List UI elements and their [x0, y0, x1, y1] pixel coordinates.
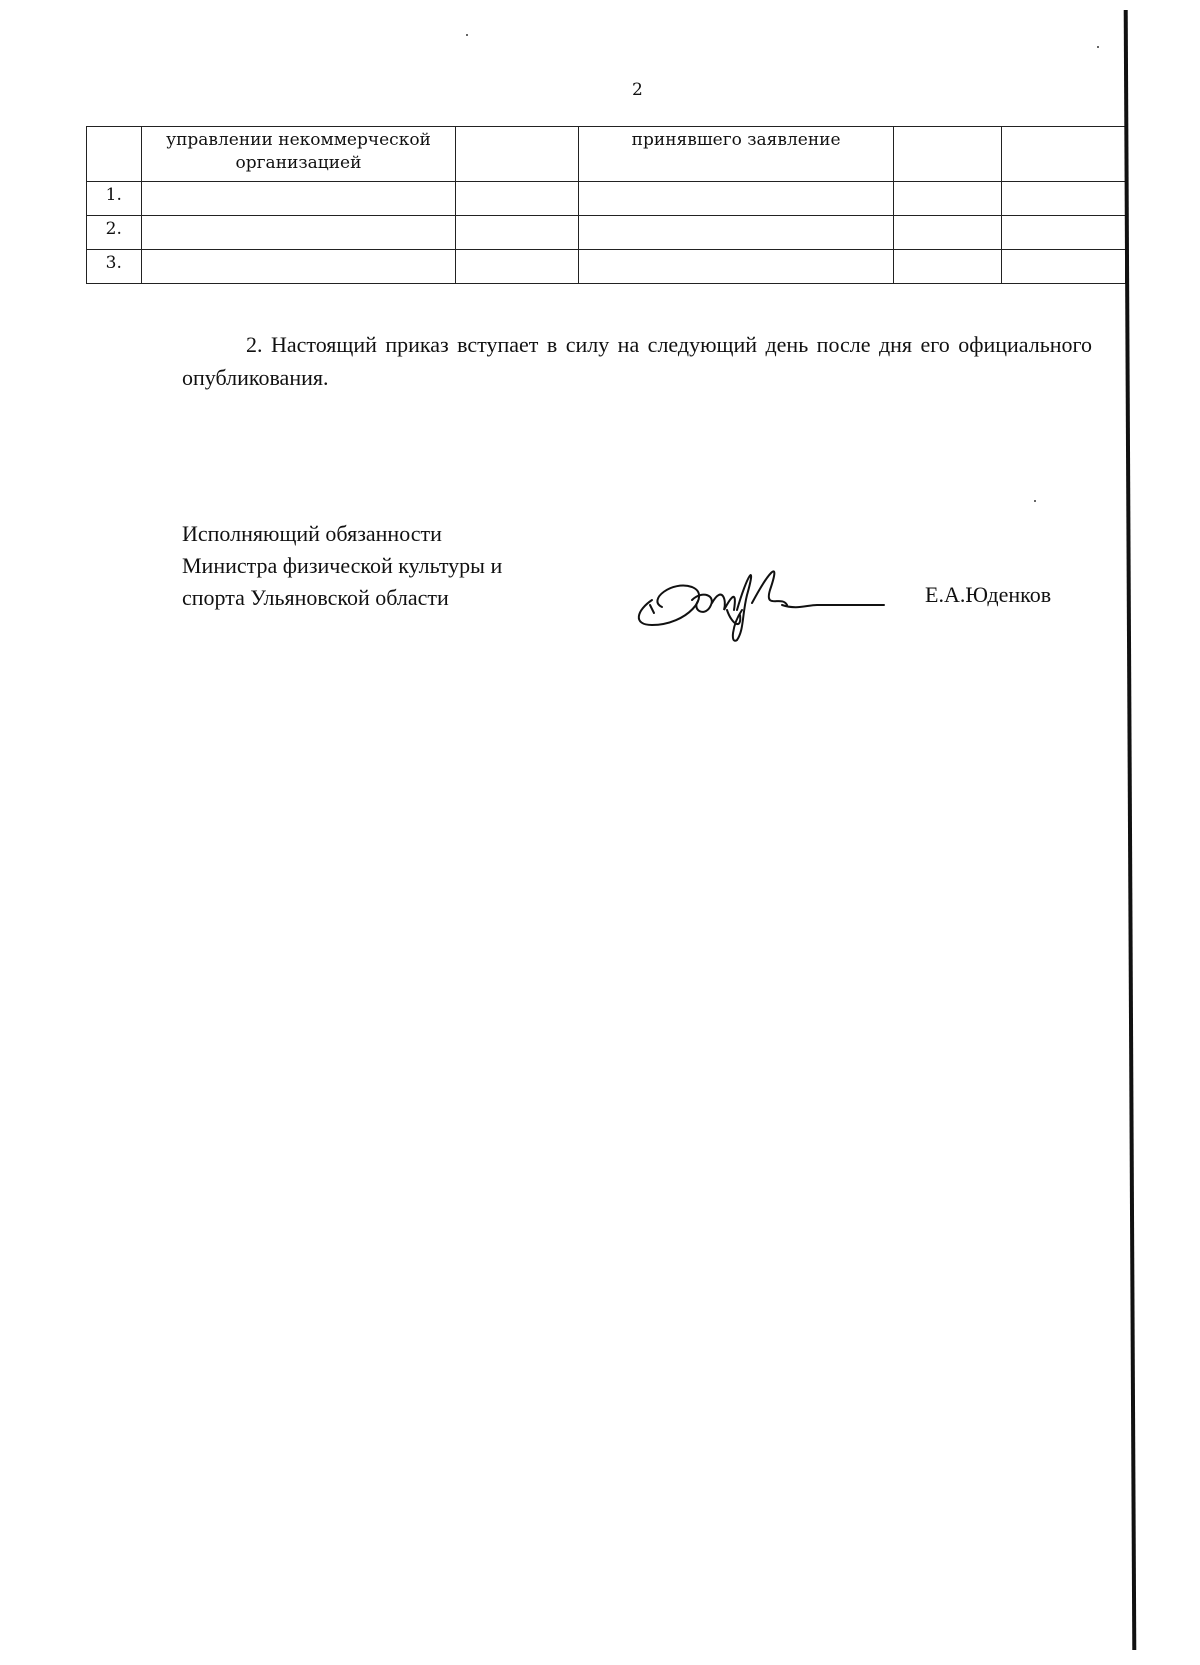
header-cell-accepted-by: принявшего заявление: [579, 127, 894, 182]
handwritten-signature: [632, 555, 912, 645]
effective-date-paragraph: 2. Настоящий приказ вступает в силу на следующий день после дня его официального опубликования.: [182, 332, 1092, 390]
table-header-row: [87, 127, 1126, 182]
table-cell: [141, 216, 456, 250]
row-number: 3.: [87, 250, 142, 284]
signatory-title-line: Министра физической культуры и: [182, 553, 503, 578]
scan-speck: [466, 34, 468, 36]
row-number: 2.: [87, 216, 142, 250]
table-row: [87, 250, 1126, 284]
table-cell: [456, 250, 579, 284]
table-cell: [141, 250, 456, 284]
table-cell: [579, 250, 894, 284]
table-cell: [894, 182, 1002, 216]
scan-speck: [1034, 500, 1036, 502]
scan-speck: [1097, 46, 1099, 48]
page-number: 2: [632, 80, 643, 100]
signatory-name: Е.А.Юденков: [925, 582, 1052, 607]
header-cell: [87, 127, 142, 182]
header-cell: [1002, 127, 1126, 182]
signatory-title: [182, 518, 502, 614]
table-cell: [1002, 250, 1126, 284]
signatory-title-line: спорта Ульяновской области: [182, 585, 449, 610]
header-cell: [894, 127, 1002, 182]
table-cell: [141, 182, 456, 216]
table-cell: [456, 216, 579, 250]
header-cell-management: управлении некоммерческой организацией: [141, 127, 456, 182]
table-cell: [579, 216, 894, 250]
scan-margin-line: [1124, 10, 1137, 1650]
table-cell: [1002, 216, 1126, 250]
table-cell: [894, 216, 1002, 250]
row-number: 1.: [87, 182, 142, 216]
table-cell: [579, 182, 894, 216]
applications-table: [86, 126, 1126, 284]
table-row: [87, 182, 1126, 216]
signatory-title-line: Исполняющий обязанности: [182, 521, 442, 546]
table-cell: [894, 250, 1002, 284]
header-cell: [456, 127, 579, 182]
table-cell: [1002, 182, 1126, 216]
table-cell: [456, 182, 579, 216]
table-row: [87, 216, 1126, 250]
